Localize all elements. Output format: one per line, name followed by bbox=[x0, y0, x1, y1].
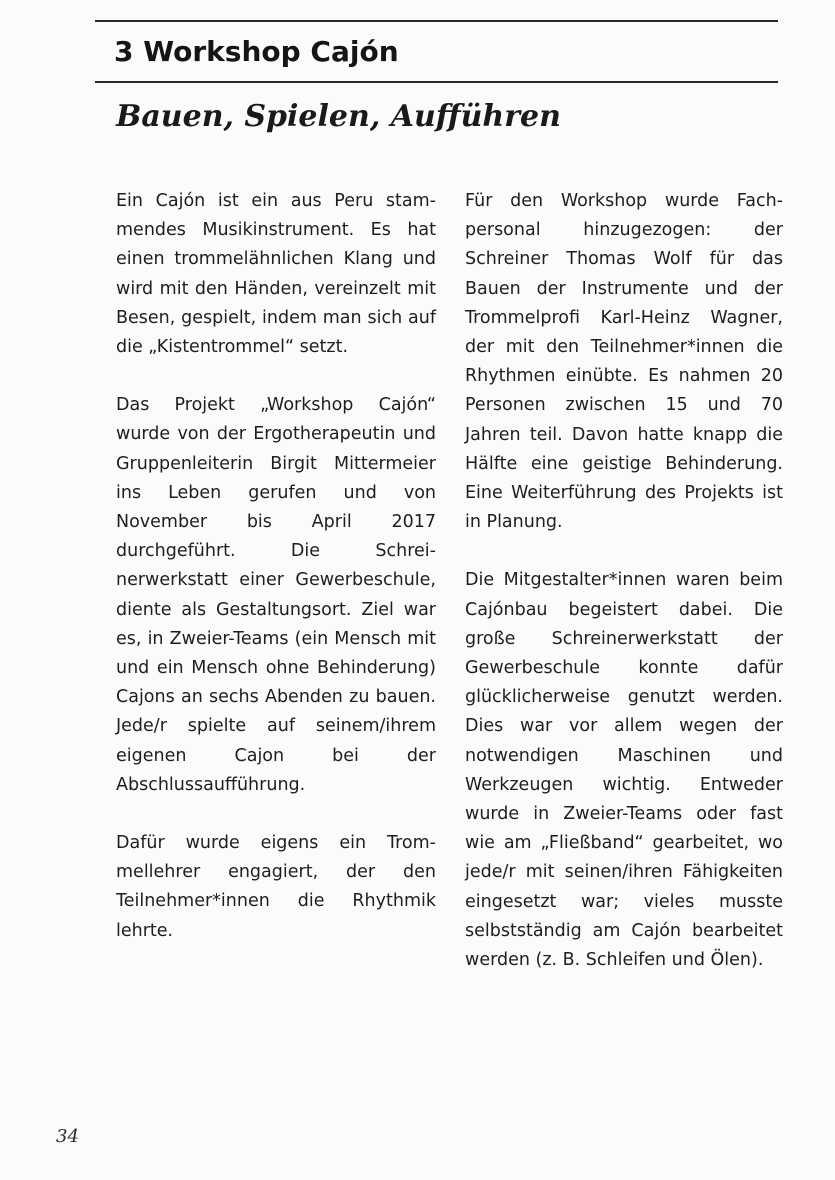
left-column bbox=[116, 187, 436, 975]
paragraph: Für den Workshop wurde Fachpersonal hinzugezogen: der Schreiner Thomas Wolf für das Bauen der Instrumente und der Trommelprofi Karl-Heinz Wagner, der mit den Teilnehmer*innen die Rhythmen einübte. Es nahmen 20 Personen zwischen 15 und 70 Jahren teil. Davon hatte knapp die Hälfte eine geistige Behinderung. Eine Weiterführung des Projekts ist in Planung. bbox=[465, 191, 783, 533]
paragraph: Das Projekt „Workshop Cajón“ wurde von der Ergotherapeutin und Gruppenleiterin Birgit Mittermeier ins Leben gerufen und von November bis April 2017 durchgeführt. Die Schreinerwerkstatt einer Gewerbeschule, diente als Gestaltungsort. Ziel war es, in Zweier-Teams (ein Mensch mit und ein Mensch ohne Behinderung) Cajons an sechs Abenden zu bauen. Jede/r spielte auf seinem/ihrem eigenen Cajon bei der Abschlussaufführung. bbox=[116, 395, 436, 795]
header-rule-top bbox=[95, 20, 778, 22]
page-number: 34 bbox=[56, 1126, 79, 1147]
right-column bbox=[465, 187, 783, 1004]
paragraph: Ein Cajón ist ein aus Peru stammendes Musikinstrument. Es hat einen trommelähnlichen Klang und wird mit den Händen, vereinzelt mit Besen, gespielt, indem man sich auf die „Kistentrommel“ setzt. bbox=[116, 191, 436, 358]
page-title: 3 Workshop Cajón bbox=[114, 35, 399, 68]
header-rule-bottom bbox=[95, 81, 778, 83]
handwritten-subtitle: Bauen, Spielen, Aufführen bbox=[116, 99, 561, 134]
paragraph: Die Mitgestalter*innen waren beim Cajónbau begeistert dabei. Die große Schreinerwerkstatt der Gewerbeschule konnte dafür glücklicherweise genutzt werden. Dies war vor allem wegen der notwendigen Maschinen und Werkzeugen wichtig. Entweder wurde in Zweier-Teams oder fast wie am „Fließband“ gearbeitet, wo jede/r mit seinen/ihren Fähigkeiten eingesetzt war; vieles musste selbstständig am Cajón bearbeitet werden (z. B. Schleifen und Ölen). bbox=[465, 570, 783, 971]
paragraph: Dafür wurde eigens ein Trommellehrer engagiert, der den Teilnehmer*innen die Rhythmik lehrte. bbox=[116, 833, 436, 941]
